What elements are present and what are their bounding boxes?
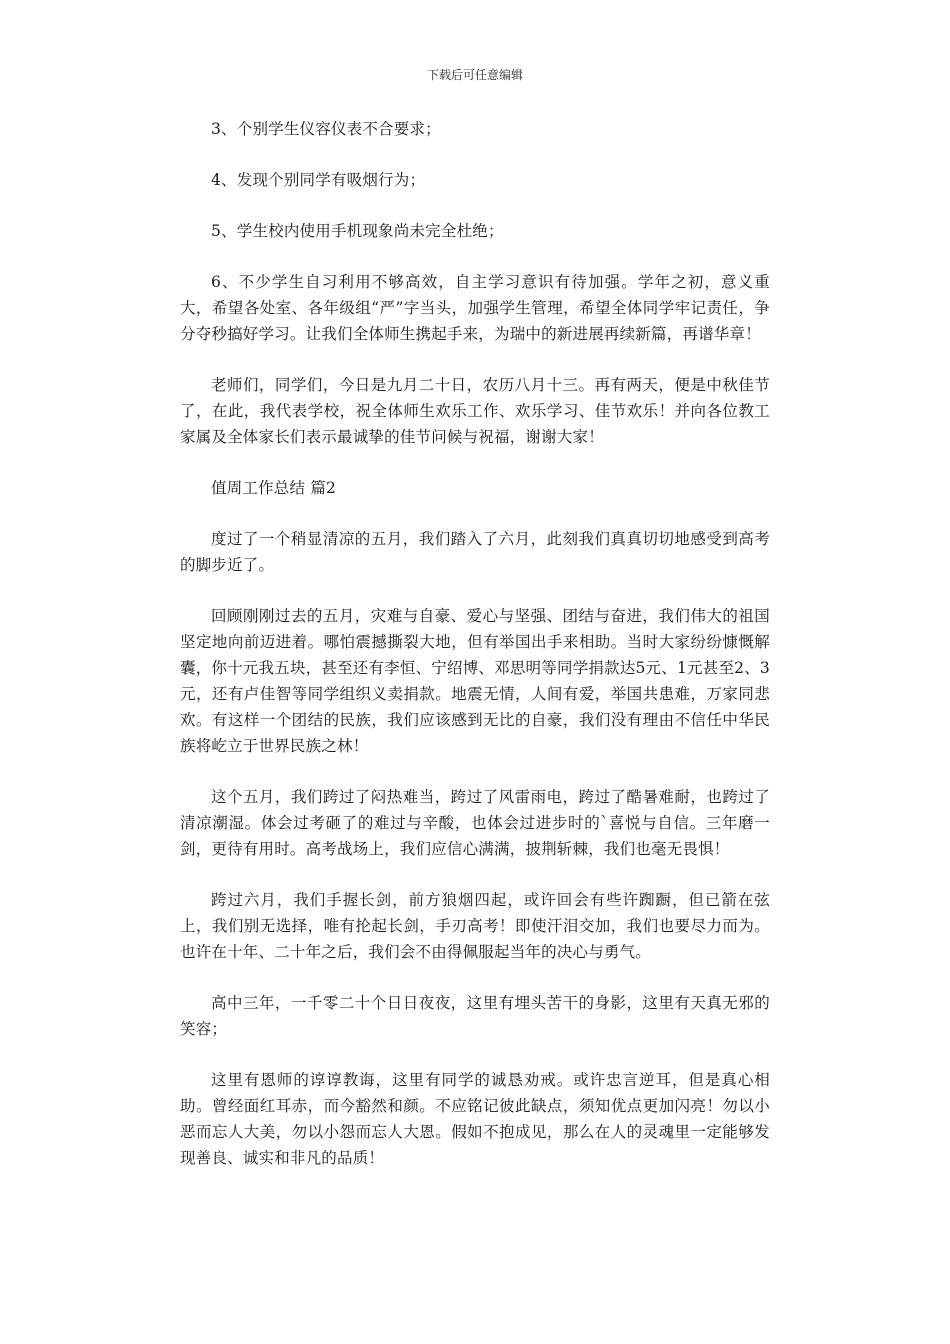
document-body	[180, 116, 770, 1196]
paragraph-item-6: 6、不少学生自习利用不够高效，自主学习意识有待加强。学年之初，意义重大，希望各处室、各年级组“严”字当头，加强学生管理，希望全体同学牢记责任，争分夺秒搞好学习。让我们全体师生携起手来，为瑞中的新进展再续新篇，再谱华章！	[180, 273, 770, 343]
paragraph-greeting: 老师们，同学们，今日是九月二十日，农历八月十三。再有两天，便是中秋佳节了，在此，我代表学校，祝全体师生欢乐工作、欢乐学习、佳节欢乐！并向各位教工家属及全体家长们表示最诚挚的佳节问候与祝福，谢谢大家！	[180, 376, 770, 446]
paragraph-june: 跨过六月，我们手握长剑，前方狼烟四起，或许回会有些许踟蹰，但已箭在弦上，我们别无选择，唯有抡起长剑，手刃高考！即使汗泪交加，我们也要尽力而为。也许在十年、二十年之后，我们会不由得佩服起当年的决心与勇气。	[180, 891, 770, 961]
paragraph-intro: 度过了一个稍显清凉的五月，我们踏入了六月，此刻我们真真切切地感受到高考的脚步近了。	[180, 530, 770, 574]
paragraph-item-3: 3、个别学生仪容仪表不合要求；	[211, 120, 441, 138]
paragraph-item-4: 4、发现个别同学有吸烟行为；	[211, 171, 426, 189]
paragraph-review-may: 回顾刚刚过去的五月，灾难与自豪、爱心与坚强、团结与奋进，我们伟大的祖国坚定地向前迈进着。哪怕震撼撕裂大地，但有举国出手来相助。当时大家纷纷慷慨解囊，你十元我五块，甚至还有李恒、宁绍博、邓思明等同学捐款达5元、1元甚至2、3元，还有卢佳智等同学组织义卖捐款。地震无情，人间有爱，举国共患难，万家同悲欢。有这样一个团结的民族，我们应该感到无比的自豪，我们没有理由不信任中华民族将屹立于世界民族之林！	[180, 607, 770, 755]
paragraph-three-years: 高中三年，一千零二十个日日夜夜，这里有埋头苦干的身影，这里有天真无邪的笑容；	[180, 994, 770, 1038]
page-header-note: 下载后可任意编辑	[426, 68, 523, 82]
section-heading: 值周工作总结 篇2	[211, 479, 337, 497]
paragraph-teachers: 这里有恩师的谆谆教诲，这里有同学的诚恳劝戒。或许忠言逆耳，但是真心相助。曾经面红耳赤，而今豁然和颜。不应铭记彼此缺点，须知优点更加闪亮！勿以小恶而忘人大美，勿以小怨而忘人大恩。假如不抱成见，那么在人的灵魂里一定能够发现善良、诚实和非凡的品质！	[180, 1071, 770, 1167]
paragraph-this-may: 这个五月，我们跨过了闷热难当，跨过了风雷雨电，跨过了酷暑难耐，也跨过了清凉潮湿。体会过考砸了的难过与辛酸，也体会过进步时的`喜悦与自信。三年磨一剑，更待有用时。高考战场上，我们应信心满满，披荆斩棘，我们也毫无畏惧！	[180, 788, 770, 858]
paragraph-item-5: 5、学生校内使用手机现象尚未完全杜绝；	[211, 222, 504, 240]
